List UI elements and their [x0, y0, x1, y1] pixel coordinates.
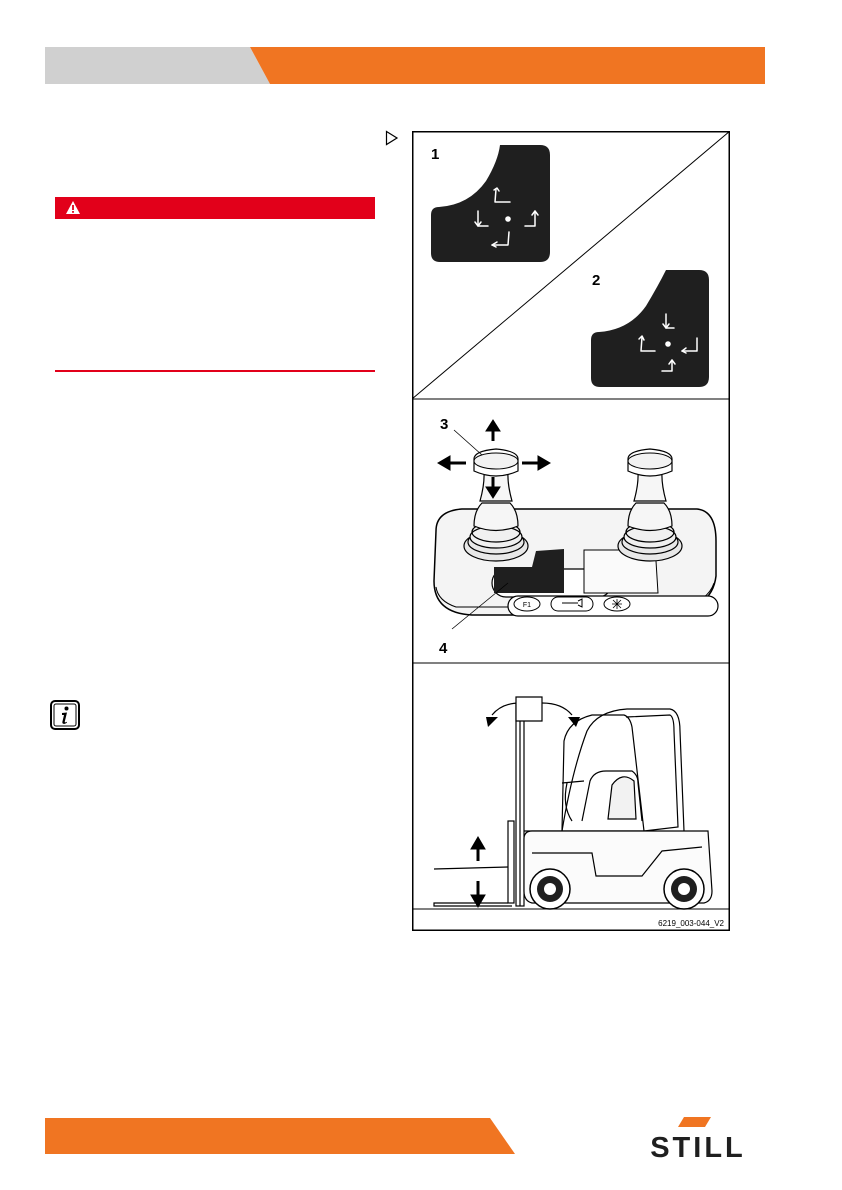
- still-logo: [628, 1115, 768, 1160]
- warning-triangle-icon: [65, 200, 81, 215]
- callout-2: 2: [592, 272, 601, 289]
- callout-3: 3: [440, 416, 449, 433]
- console-button-f1: [514, 597, 540, 611]
- joystick-figure: [412, 131, 730, 931]
- footer-orange-band: [45, 1118, 515, 1154]
- console-button-horn: [551, 597, 593, 611]
- figure-code: 6219_003-044_V2: [658, 919, 724, 928]
- header-grey-tab: [45, 47, 270, 84]
- warning-end-divider: [55, 370, 375, 372]
- header-bar: [0, 0, 842, 90]
- warning-banner: [55, 197, 375, 219]
- header-orange-band: [250, 47, 765, 84]
- info-icon: [50, 700, 80, 730]
- callout-1: 1: [431, 146, 440, 163]
- callout-4: 4: [439, 640, 448, 657]
- still-logo-text: STILL: [650, 1132, 746, 1160]
- svg-text:F1: F1: [522, 602, 532, 609]
- continue-marker-icon: [385, 130, 399, 146]
- console-button-light: [604, 597, 630, 611]
